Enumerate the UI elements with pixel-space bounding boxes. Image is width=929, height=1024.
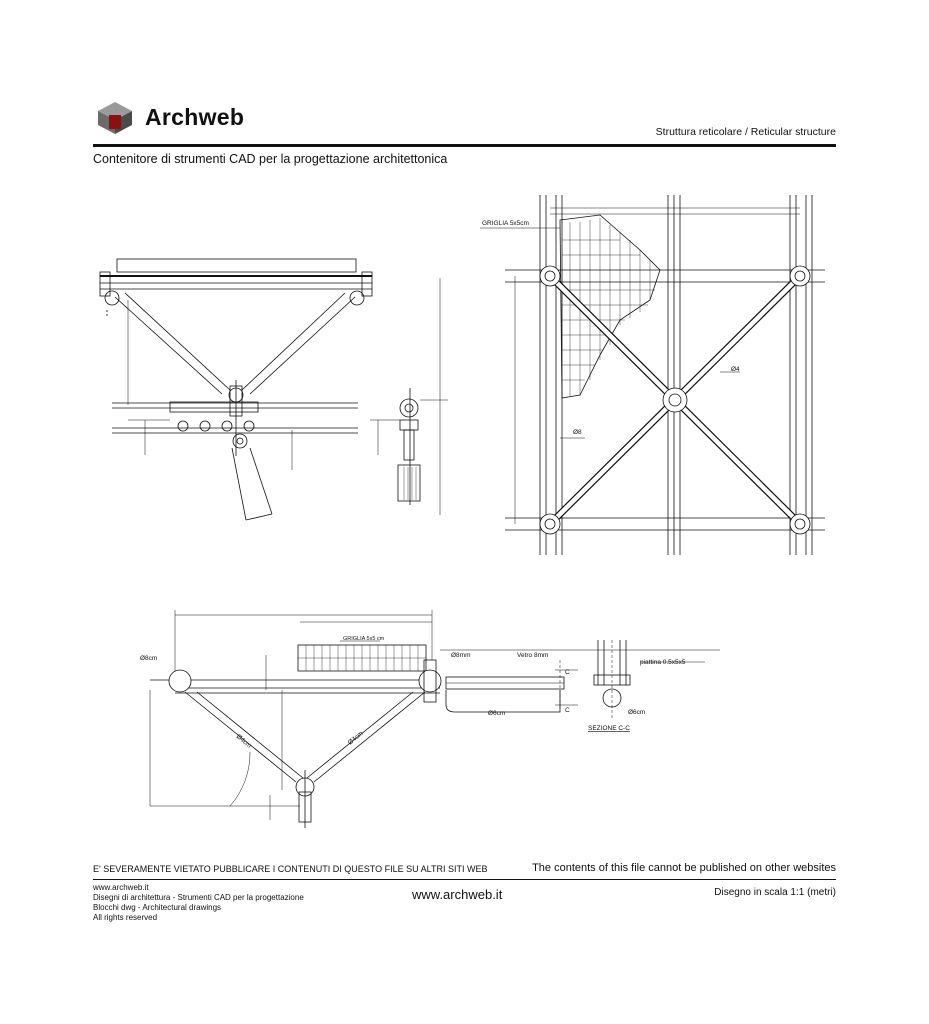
truss-section — [150, 610, 720, 828]
footer-rule — [93, 879, 836, 880]
label-diam-8mm: Ø8mm — [451, 652, 471, 659]
document-title: Struttura reticolare / Reticular structure — [655, 126, 836, 138]
label-section-mark-bottom: C — [565, 707, 570, 714]
label-vetro: Vetro 8mm — [517, 652, 549, 659]
label-diam-6cm: Ø6cm — [488, 710, 506, 717]
footer-line-3: Blocchi dwg - Architectural drawings — [93, 903, 222, 912]
label-diam-6cm-section: Ø6cm — [628, 709, 646, 716]
footer-line-4: All rights reserved — [93, 913, 158, 922]
truss-plan — [480, 195, 825, 555]
footer-site: www.archweb.it — [412, 887, 503, 902]
label-grid-top: GRIGLIA 5x5cm — [482, 220, 529, 227]
footer-line-1: www.archweb.it — [93, 883, 149, 892]
label-section-title: SEZIONE C-C — [588, 725, 630, 732]
label-diam-4: Ø4 — [731, 366, 740, 373]
footer-line-2: Disegni di architettura - Strumenti CAD per la progettazione — [93, 893, 304, 902]
label-diam-8-plan: Ø8 — [573, 429, 582, 436]
label-section-mark-top: C — [565, 669, 570, 676]
label-diam-4cm-left: Ø4cm — [234, 733, 253, 750]
label-grid-bottom: GRIGLIA 5x5 cm — [343, 636, 385, 642]
bolt-detail — [370, 388, 448, 505]
warning-english: The contents of this file cannot be published on other websites — [532, 862, 836, 874]
label-diam-8cm: Ø8cm — [140, 655, 158, 662]
warning-italian: E' SEVERAMENTE VIETATO PUBBLICARE I CONTENUTI DI QUESTO FILE SU ALTRI SITI WEB — [93, 864, 488, 874]
label-piattina: piattina 0.5x5x5 — [640, 659, 686, 666]
truss-elevation — [100, 259, 440, 520]
brand-name: Archweb — [145, 104, 245, 130]
label-diam-4cm-right: Ø4cm — [346, 730, 365, 747]
subtitle: Contenitore di strumenti CAD per la progettazione architettonica — [93, 152, 448, 166]
scale-note: Disegno in scala 1:1 (metri) — [714, 887, 836, 898]
